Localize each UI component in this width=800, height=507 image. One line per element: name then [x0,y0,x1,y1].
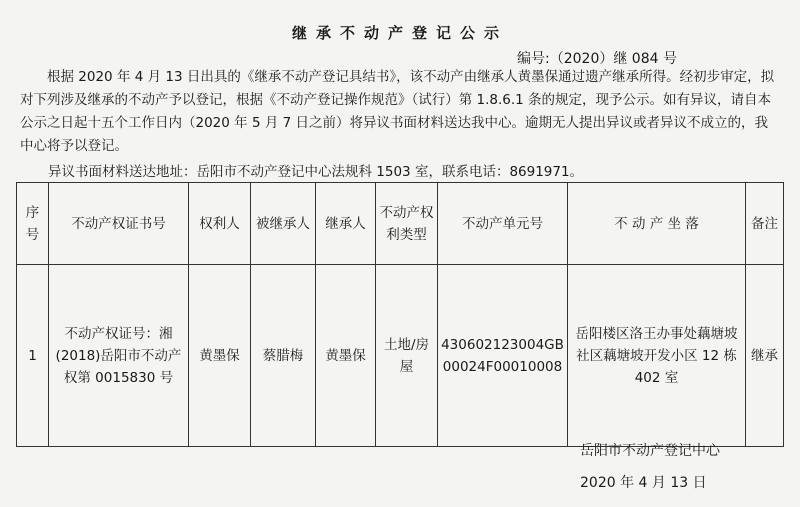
document-number: 编号:（2020）继 084 号 [517,51,677,67]
cell-index: 1 [17,265,49,447]
cell-decedent: 蔡腊梅 [251,265,316,447]
header-unit-number: 不动产单元号 [438,183,568,265]
cell-certificate-number: 不动产权证号：湘(2018)岳阳市不动产权第 0015830 号 [49,265,189,447]
header-decedent: 被继承人 [251,183,316,265]
issue-date: 2020 年 4 月 13 日 [580,475,707,491]
header-location: 不 动 产 坐 落 [568,183,746,265]
page-title: 继承不动产登记公示 [291,24,508,42]
cell-remarks: 继承 [746,265,784,447]
cell-right-holder: 黄墨保 [189,265,251,447]
header-heir: 继承人 [316,183,376,265]
header-remarks: 备注 [746,183,784,265]
cell-location: 岳阳楼区洛王办事处藕塘坡社区藕塘坡开发小区 12 栋 402 室 [568,265,746,447]
cell-heir: 黄墨保 [316,265,376,447]
issuing-organization: 岳阳市不动产登记中心 [580,443,720,459]
cell-right-type: 土地/房屋 [376,265,438,447]
header-right-type: 不动产权利类型 [376,183,438,265]
property-table [16,182,784,447]
table-row [17,265,784,447]
header-right-holder: 权利人 [189,183,251,265]
header-certificate-number: 不动产权证书号 [49,183,189,265]
header-index: 序号 [17,183,49,265]
table-header-row [17,183,784,265]
notice-paragraph: 根据 2020 年 4 月 13 日出具的《继承不动产登记具结书》，该不动产由继承人黄墨保通过遗产继承所得。经初步审定，拟对下列涉及继承的不动产予以登记，根据《不动产登记操作规范》（试行）第 1.8.6.1 条的规定，现予公示。如有异议，请自本公示之日起十五个工作日内（2020 年 5 月 7 日之前）将异议书面材料送达我中心。逾期无人提出异议或者异议不成立的，我中心将予以登记。 [20,69,775,154]
objection-address: 异议书面材料送达地址：岳阳市不动产登记中心法规科 1503 室，联系电话：8691971。 [48,164,584,180]
cell-unit-number: 430602123004GB00024F00010008 [438,265,568,447]
